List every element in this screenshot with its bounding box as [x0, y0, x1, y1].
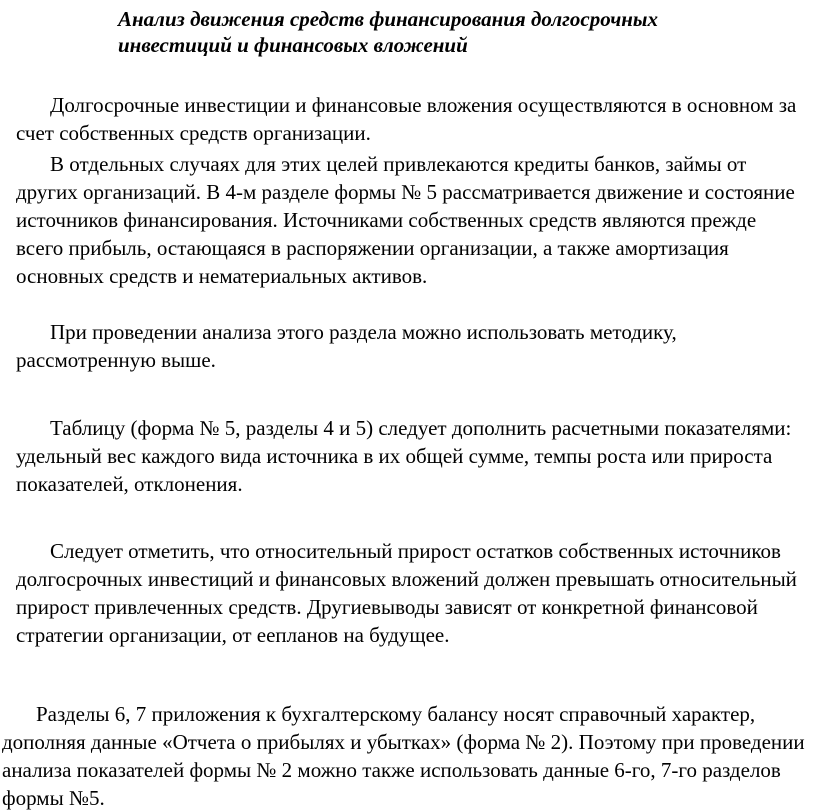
- paragraph-4: Таблицу (форма № 5, разделы 4 и 5) следует дополнить расчетными показателями: удельный вес каждого вида источника в их общей сумме, темпы роста или прироста показателей, отклонения.: [16, 416, 792, 496]
- paragraph-2: В отдельных случаях для этих целей привлекаются кредиты банков, займы от других организаций. В 4-м разделе формы № 5 рассматривается движение и состояние источников финансирования. Источниками собственных средств являются прежде всего прибыль, остающаяся в распоряжении организации, а также амортизация основных средств и нематериальных активов.: [16, 152, 795, 288]
- paragraph-3: При проведении анализа этого раздела можно использовать методику, рассмотренную выше.: [16, 320, 677, 372]
- document-title: Анализ движения средств финансирования долгосрочных инвестиций и финансовых вложений: [118, 7, 658, 57]
- paragraph-1: Долгосрочные инвестиции и финансовые вложения осуществляются в основном за счет собственных средств организации.: [16, 93, 797, 145]
- paragraph-6: Разделы 6, 7 приложения к бухгалтерскому балансу носят справочный характер, дополняя данные «Отчета о прибылях и убытках» (форма № 2). Поэтому при проведении анализа показателей формы № 2 можно также использовать данные 6-го, 7-го разделов формы №5.: [2, 702, 805, 810]
- paragraph-5: Следует отметить, что относительный прирост остатков собственных источников долгосрочных инвестиций и финансовых вложений должен превышать относительный прирост привлеченных средств. Другиевыводы зависят от конкретной финансовой стратегии организации, от еепланов на будущее.: [16, 539, 797, 647]
